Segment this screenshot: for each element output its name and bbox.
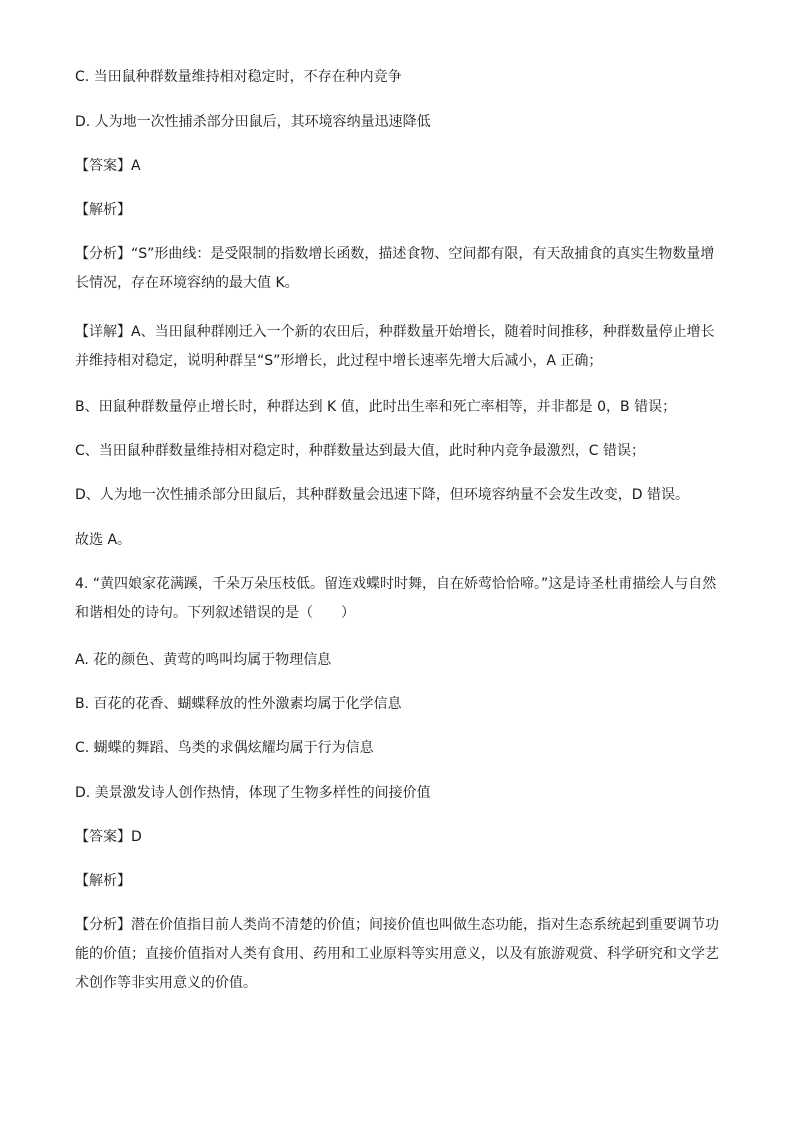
analysis-d-q3: D、人为地一次性捕杀部分田鼠后，其种群数量会迅速下降，但环境容纳量不会发生改变，D 错误。 — [75, 487, 690, 503]
answer-q4: 【答案】D — [75, 829, 142, 845]
option-b-q4: B. 百花的花香、蝴蝶释放的性外激素均属于化学信息 — [75, 696, 402, 712]
analysis-heading-q4: 【解析】 — [75, 873, 131, 889]
analysis-xiangjie-q3: 【详解】A、当田鼠种群刚迁入一个新的农田后，种群数量开始增长，随着时间推移，种群数量停止增长并维持相对稳定，说明种群呈“S”形增长，此过程中增长速率先增大后减小，A 正确； — [75, 324, 715, 369]
analysis-heading-q3: 【解析】 — [75, 202, 131, 218]
analysis-fenxi-q4: 【分析】潜在价值指目前人类尚不清楚的价值；间接价值也叫做生态功能，指对生态系统起到重要调节功能的价值；直接价值指对人类有食用、药用和工业原料等实用意义，以及有旅游观赏、科学研究和文学艺术创作等非实用意义的价值。 — [75, 917, 719, 991]
conclusion-q3: 故选 A。 — [75, 532, 132, 548]
question-4-stem: 4. “黄四娘家花满蹊，千朵万朵压枝低。留连戏蝶时时舞，自在娇莺恰恰啼。”这是诗圣杜甫描绘人与自然和谐相处的诗句。下列叙述错误的是（ ） — [75, 576, 717, 621]
analysis-c-q3: C、当田鼠种群数量维持相对稳定时，种群数量达到最大值，此时种内竞争最激烈，C 错误； — [75, 443, 645, 459]
answer-q3: 【答案】A — [75, 158, 141, 174]
analysis-b-q3: B、田鼠种群数量停止增长时，种群达到 K 值，此时出生率和死亡率相等，并非都是 0，B 错误； — [75, 399, 677, 415]
option-a-q4: A. 花的颜色、黄莺的鸣叫均属于物理信息 — [75, 652, 332, 668]
analysis-fenxi-q3: 【分析】“S”形曲线：是受限制的指数增长函数，描述食物、空间都有限，有天敌捕食的真实生物数量增长情况，存在环境容纳的最大值 K。 — [75, 246, 715, 291]
option-c-q3: C. 当田鼠种群数量维持相对稳定时，不存在种内竞争 — [75, 69, 402, 85]
option-d-q3: D. 人为地一次性捕杀部分田鼠后，其环境容纳量迅速降低 — [75, 114, 431, 130]
option-d-q4: D. 美景激发诗人创作热情，体现了生物多样性的间接价值 — [75, 785, 431, 801]
option-c-q4: C. 蝴蝶的舞蹈、鸟类的求偶炫耀均属于行为信息 — [75, 740, 374, 756]
